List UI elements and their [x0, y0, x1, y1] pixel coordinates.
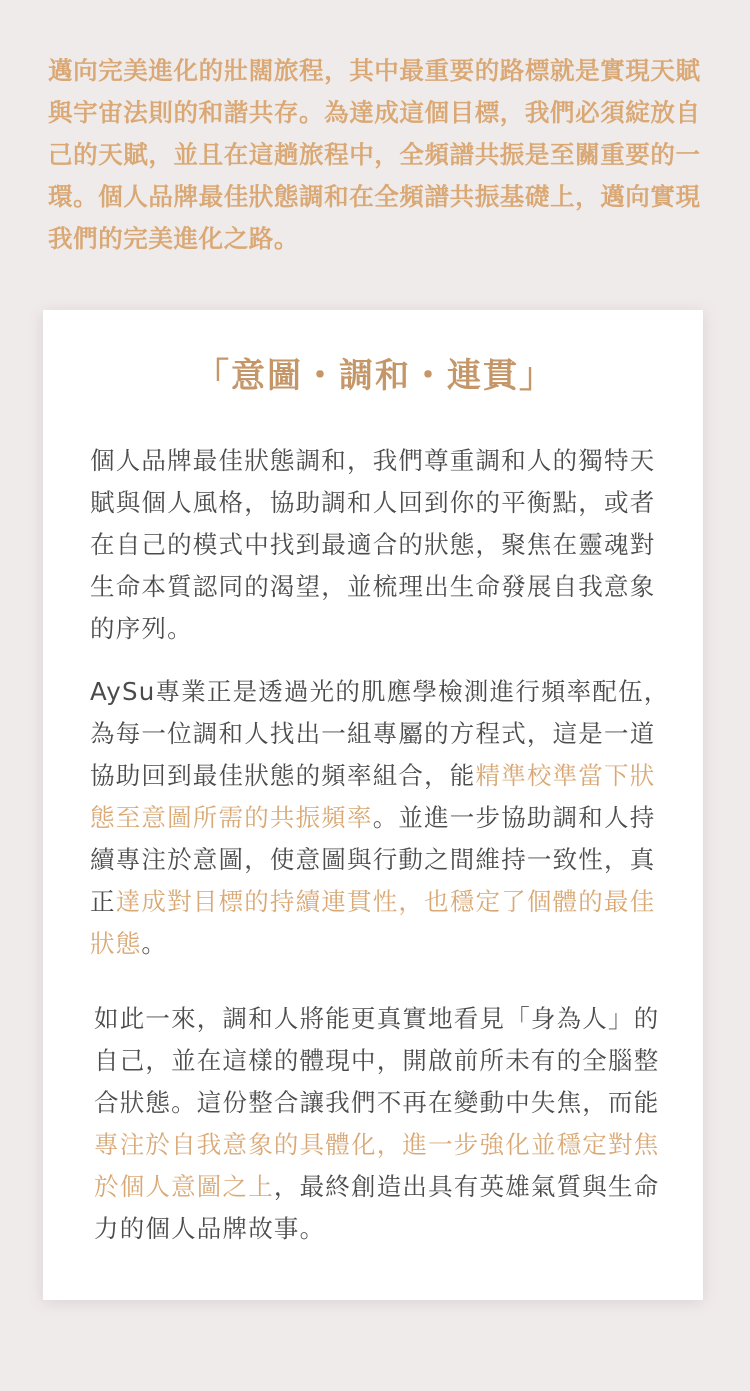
paragraph-brand-harmony: 個人品牌最佳狀態調和，我們尊重調和人的獨特天賦與個人風格，協助調和人回到你的平衡點，或者在自己的模式中找到最適合的狀態，聚焦在靈魂對生命本質認同的渴望，並梳理出生命發展自我意象的序列。 — [90, 446, 656, 643]
paragraph-outcome — [94, 998, 666, 1250]
highlight-text: 達成對目標的持續連貫性，也穩定了個體的最佳狀態 — [90, 887, 656, 958]
card-title: 「意圖・調和・連貫」 — [195, 356, 555, 396]
paragraph-text: ，最終創造出具有英雄氣質與生命力的個人品牌故事。 — [94, 1172, 660, 1243]
paragraph-text: 。並進一步協助調和人持續專注於意圖，使意圖與行動之間維持一致性，真正 — [90, 803, 656, 916]
paragraph-text: 。 — [141, 929, 168, 958]
highlight-text: 專注於自我意象的具體化，進一步強化並穩定對焦於個人意圖之上 — [94, 1130, 660, 1201]
intro-paragraph: 邁向完美進化的壯闊旅程，其中最重要的路標就是實現天賦與宇宙法則的和諧共存。為達成這個目標，我們必須綻放自己的天賦，並且在這趟旅程中，全頻譜共振是至關重要的一環。個人品牌最佳狀態調和在全頻譜共振基礎上，邁向實現我們的完美進化之路。 — [48, 56, 701, 253]
highlight-text: 精準校準當下狀態至意圖所需的共振頻率 — [90, 761, 656, 832]
paragraph-text: AySu專業正是透過光的肌應學檢測進行頻率配伍，為每一位調和人找出一組專屬的方程式，這是一道協助回到最佳狀態的頻率組合，能 — [90, 677, 670, 790]
paragraph-text: 如此一來，調和人將能更真實地看見「身為人」的自己，並在這樣的體現中，開啟前所未有的全腦整合狀態。這份整合讓我們不再在變動中失焦，而能 — [94, 1004, 660, 1117]
paragraph-aysu-method — [90, 671, 670, 965]
